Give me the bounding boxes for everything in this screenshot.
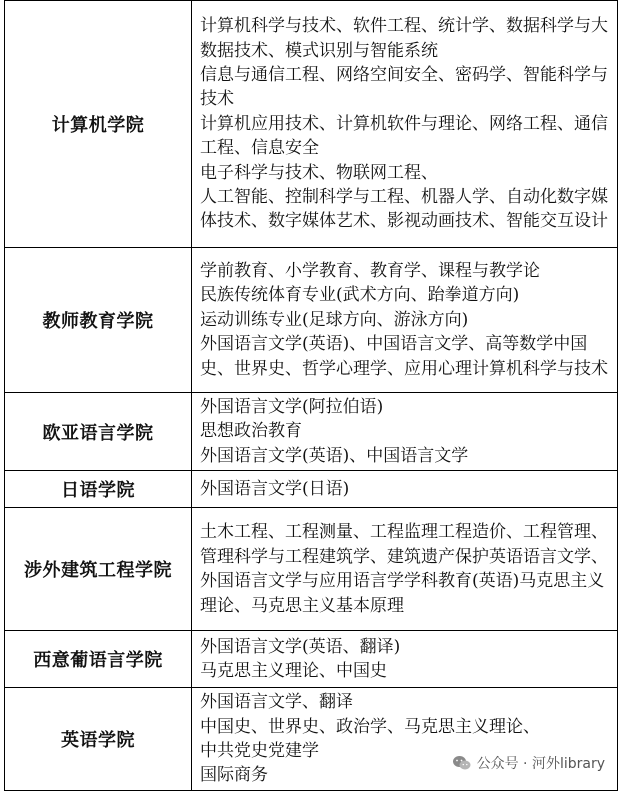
majors-cell <box>192 631 618 688</box>
college-name: 日语学院 <box>5 471 192 508</box>
college-name: 教师教育学院 <box>5 248 192 393</box>
majors-cell <box>192 248 618 393</box>
major-line: 中国史、世界史、政治学、马克思主义理论、 <box>200 716 540 737</box>
major-line: 外国语言文学(日语) <box>200 479 350 500</box>
college-name: 计算机学院 <box>5 1 192 248</box>
college-name: 涉外建筑工程学院 <box>5 508 192 631</box>
table-row <box>5 688 618 791</box>
table-row <box>5 631 618 688</box>
wechat-icon <box>452 755 472 771</box>
watermark <box>449 752 608 774</box>
major-line: 国际商务 <box>200 765 268 786</box>
table-row <box>5 393 618 471</box>
watermark-text: 公众号 · 河外library <box>476 756 605 772</box>
major-line: 计算机应用技术、计算机软件与理论、网络工程、通信工程、信息安全 <box>200 113 608 159</box>
major-line: 信息与通信工程、网络空间安全、密码学、智能科学与技术 <box>200 64 608 110</box>
table-row <box>5 508 618 631</box>
colleges-majors-table <box>4 0 618 791</box>
major-line: 思想政治教育 <box>200 421 302 442</box>
major-line: 电子科学与技术、物联网工程、 <box>200 162 438 183</box>
table-row <box>5 1 618 248</box>
majors-cell <box>192 1 618 248</box>
majors-cell <box>192 688 618 791</box>
majors-cell <box>192 508 618 631</box>
major-line: 马克思主义理论、中国史 <box>200 661 387 682</box>
major-line: 外国语言文学(英语)、中国语言文学、高等数学中国史、世界史、哲学心理学、应用心理计算机科学与技术 <box>200 334 608 379</box>
major-line: 外国语言文学(英语、翻译) <box>200 636 401 657</box>
major-line: 人工智能、控制科学与工程、机器人学、自动化数字媒体技术、数字媒体艺术、影视动画技术、智能交互设计 <box>200 187 608 232</box>
major-line: 外国语言文学(英语)、中国语言文学 <box>200 445 469 466</box>
major-line: 运动训练专业(足球方向、游泳方向) <box>200 309 469 330</box>
college-name: 欧亚语言学院 <box>5 393 192 471</box>
college-name: 英语学院 <box>5 688 192 791</box>
major-line: 土木工程、工程测量、工程监理工程造价、工程管理、管理科学与工程建筑学、建筑遗产保护英语语言文学、外国语言文学与应用语言学学科教育(英语)马克思主义理论、马克思主义基本原理 <box>200 522 608 616</box>
college-name: 西意葡语言学院 <box>5 631 192 688</box>
major-line: 学前教育、小学教育、教育学、课程与教学论 <box>200 260 540 281</box>
table-row <box>5 471 618 508</box>
major-line: 外国语言文学(阿拉伯语) <box>200 397 384 417</box>
majors-cell <box>192 471 618 508</box>
table-row <box>5 248 618 393</box>
major-line: 中共党史党建学 <box>200 741 319 762</box>
major-line: 外国语言文学、翻译 <box>200 692 353 713</box>
majors-cell <box>192 393 618 471</box>
major-line: 计算机科学与技术、软件工程、统计学、数据科学与大数据技术、模式识别与智能系统 <box>200 16 608 61</box>
major-line: 民族传统体育专业(武术方向、跆拳道方向) <box>200 285 520 306</box>
